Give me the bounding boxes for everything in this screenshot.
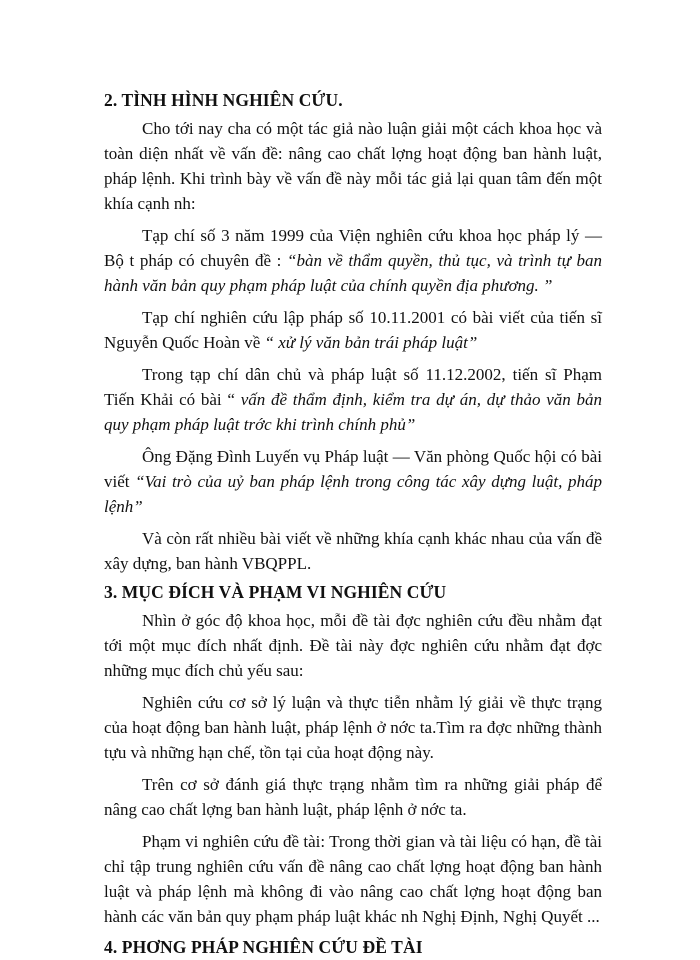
section-2-heading: 2. TÌNH HÌNH NGHIÊN CỨU. — [104, 90, 343, 110]
section-4-heading: 4. PHƠNG PHÁP NGHIÊN CỨU ĐỀ TÀI — [104, 937, 423, 957]
section-2-paragraph-4 — [104, 362, 602, 437]
paragraph-text: Ông Đặng Đình Luyến vụ Pháp luật — Văn phòng Quốc hội có bài viết — [104, 447, 602, 491]
paragraph-text: Trong tạp chí dân chủ và pháp luật số 11.12.2002, tiến sĩ Phạm Tiến Khải có bài “ — [104, 365, 602, 409]
section-2-paragraph-3 — [104, 305, 602, 355]
quoted-title: “Vai trò của uỷ ban pháp lệnh trong công tác xây dựng luật, pháp lệnh” — [104, 472, 602, 516]
section-2-paragraph-1: Cho tới nay cha có một tác giả nào luận giải một cách khoa học và toàn diện nhất về vấn đề: nâng cao chất lợng hoạt động ban hành luật, pháp lệnh. Khi trình bày về vấn đề này mỗi tác giả lại quan tâm đến một khía cạnh nh: — [104, 119, 602, 213]
section-3-paragraph-2: Nghiên cứu cơ sở lý luận và thực tiễn nhằm lý giải về thực trạng của hoạt động ban hành luật, pháp lệnh ở nớc ta.Tìm ra đợc những thành tựu và những hạn chế, tồn tại của hoạt động này. — [104, 693, 602, 762]
section-2-paragraph-6: Và còn rất nhiều bài viết về những khía cạnh khác nhau của vấn đề xây dựng, ban hành VBQPPL. — [104, 529, 602, 573]
document-page — [104, 86, 602, 960]
section-2-paragraph-5 — [104, 444, 602, 519]
section-3-paragraph-1: Nhìn ở góc độ khoa học, mỗi đề tài đợc nghiên cứu đều nhằm đạt tới một mục đích nhất định. Đề tài này đợc nghiên cứu nhằm đạt đợc những mục đích chủ yếu sau: — [104, 611, 602, 680]
section-2-paragraph-2 — [104, 223, 602, 298]
section-3-paragraph-3: Trên cơ sở đánh giá thực trạng nhằm tìm ra những giải pháp để nâng cao chất lợng ban hành luật, pháp lệnh ở nớc ta. — [104, 775, 602, 819]
section-3-paragraph-4: Phạm vi nghiên cứu đề tài: Trong thời gian và tài liệu có hạn, đề tài chỉ tập trung nghiên cứu vấn đề nâng cao chất lợng hoạt động ban hành luật và pháp lệnh mà không đi vào nâng cao chất lợng hoạt động ban hành các văn bản quy phạm pháp luật khác nh Nghị Định, Nghị Quyết ... — [104, 832, 602, 926]
quoted-title: vấn đề thẩm định, kiểm tra dự án, dự thảo văn bản quy phạm pháp luật trớc khi trình chính phủ” — [104, 390, 602, 434]
quoted-title: “bàn về thẩm quyền, thủ tục, và trình tự ban hành văn bản quy phạm pháp luật của chính quyền địa phương. ” — [104, 251, 602, 295]
section-3-heading: 3. MỤC ĐÍCH VÀ PHẠM VI NGHIÊN CỨU — [104, 582, 447, 602]
paragraph-text: Tạp chí số 3 năm 1999 của Viện nghiên cứu khoa học pháp lý — Bộ t pháp có chuyên đề : — [104, 226, 602, 270]
quoted-title: “ xử lý văn bản trái pháp luật” — [264, 333, 478, 352]
paragraph-text: Tạp chí nghiên cứu lập pháp số 10.11.2001 có bài viết của tiến sĩ Nguyễn Quốc Hoàn về — [104, 308, 602, 352]
